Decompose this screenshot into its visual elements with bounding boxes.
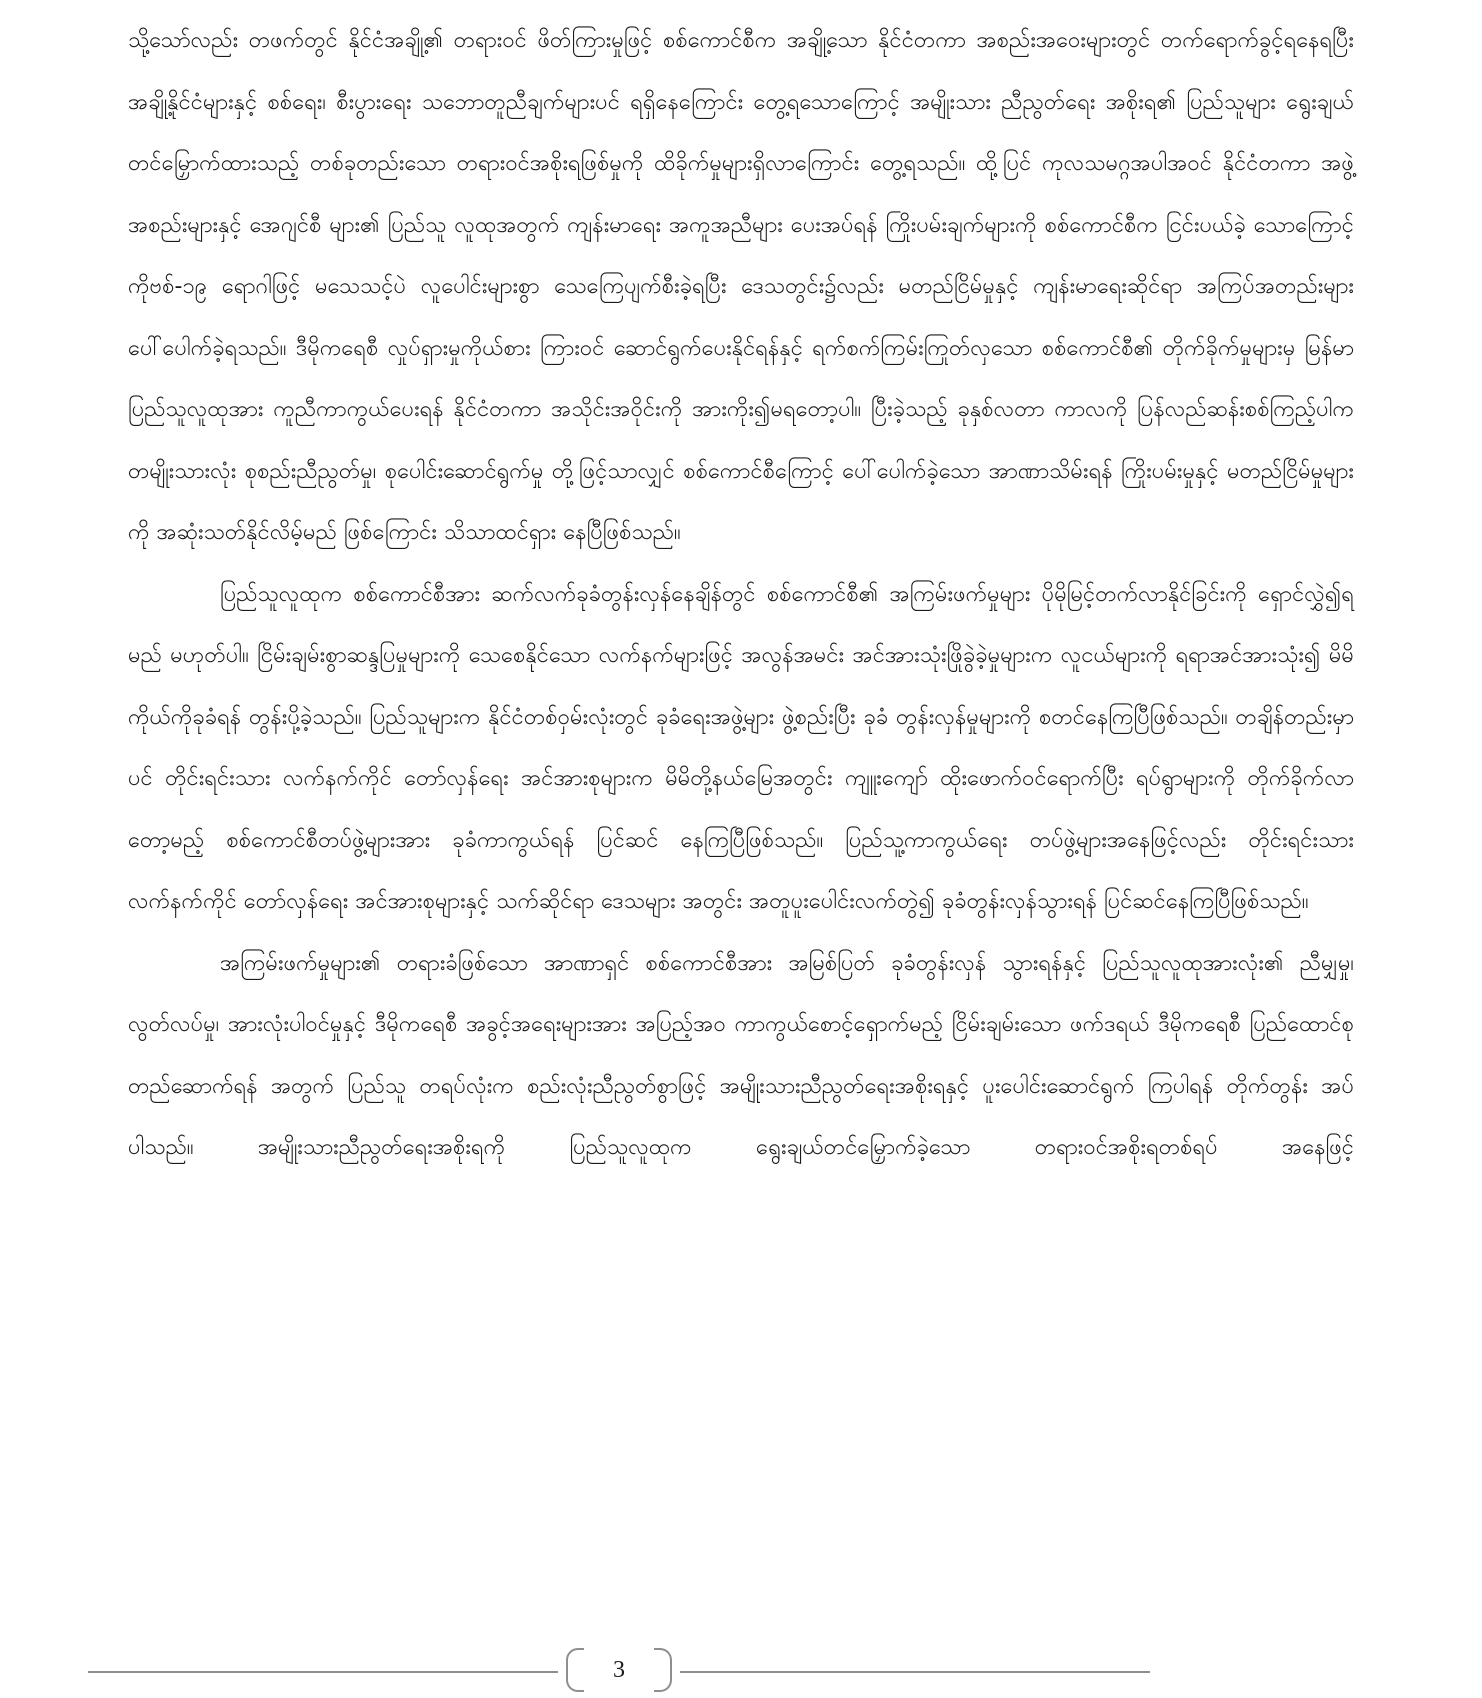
close-brace-icon [654, 1648, 672, 1692]
open-brace-icon [566, 1648, 584, 1692]
page-footer [88, 1648, 1150, 1694]
page-number: 3 [613, 1657, 625, 1683]
footer-rule-left [88, 1671, 558, 1673]
paragraph-3: အကြမ်းဖက်မှုများ၏ တရားခံဖြစ်သော အာဏာရှင် စစ်ကောင်စီအား အမြစ်ပြတ် ခုခံတွန်းလှန် သွားရန်နှင့် ပြည်သူလူထုအားလုံး၏ ညီမျှမှု၊ လွတ်လပ်မှု၊ အားလုံးပါဝင်မှုနှင့် ဒီမိုကရေစီ အခွင့်အရေးများအား အပြည့်အဝ ကာကွယ်စောင့်ရှောက်မည့် ငြိမ်းချမ်းသော ဖက်ဒရယ် ဒီမိုကရေစီ ပြည်ထောင်စု တည်ဆောက်ရန် အတွက် ပြည်သူ တရပ်လုံးက စည်းလုံးညီညွတ်စွာဖြင့် အမျိုးသားညီညွတ်ရေးအစိုးရနှင့် ပူးပေါင်းဆောင်ရွက် ကြပါရန် တိုက်တွန်း အပ်ပါသည်။ အမျိုးသားညီညွတ်ရေးအစိုးရကို ပြည်သူလူထုက ရွေးချယ်တင်မြှောက်ခဲ့သော တရားဝင်အစိုးရတစ်ရပ် အနေဖြင့် [128, 950, 1354, 1160]
document-page [128, 0, 1354, 1698]
body-text [128, 10, 1354, 1179]
paragraph-1: သို့သော်လည်း တဖက်တွင် နိုင်ငံအချို့၏ တရားဝင် ဖိတ်ကြားမှုဖြင့် စစ်ကောင်စီက အချို့သော နိုင်ငံတကာ အစည်းအဝေးများတွင် တက်ရောက်ခွင့်ရနေရပြီး အချို့နိုင်ငံများနှင့် စစ်ရေး၊ စီးပွားရေး သဘောတူညီချက်များပင် ရရှိနေကြောင်း တွေ့ရသောကြောင့် အမျိုးသား ညီညွတ်ရေး အစိုးရ၏ ပြည်သူများ ရွေးချယ်တင်မြှောက်ထားသည့် တစ်ခုတည်းသော တရားဝင်အစိုးရဖြစ်မှုကို ထိခိုက်မှုများရှိလာကြောင်း တွေ့ရသည်။ ထို့ပြင် ကုလသမဂ္ဂအပါအဝင် နိုင်ငံတကာ အဖွဲ့အစည်းများနှင့် အေဂျင်စီ များ၏ ပြည်သူ လူထုအတွက် ကျန်းမာရေး အကူအညီများ ပေးအပ်ရန် ကြိုးပမ်းချက်များကို စစ်ကောင်စီက ငြင်းပယ်ခဲ့ သောကြောင့် ကိုဗစ်-၁၉ ရောဂါဖြင့် မသေသင့်ပဲ လူပေါင်းများစွာ သေကြေပျက်စီးခဲ့ရပြီး ဒေသတွင်း၌လည်း မတည်ငြိမ်မှုနှင့် ကျန်းမာရေးဆိုင်ရာ အကြပ်အတည်းများ ပေါ်ပေါက်ခဲ့ရသည်။ ဒီမိုကရေစီ လှုပ်ရှားမှုကိုယ်စား ကြားဝင် ဆောင်ရွက်ပေးနိုင်ရန်နှင့် ရက်စက်ကြမ်းကြုတ်လှသော စစ်ကောင်စီ၏ တိုက်ခိုက်မှုများမှ မြန်မာပြည်သူလူထုအား ကူညီကာကွယ်ပေးရန် နိုင်ငံတကာ အသိုင်းအဝိုင်းကို အားကိုး၍မရတော့ပါ။ ပြီးခဲ့သည့် ခုနှစ်လတာ ကာလကို ပြန်လည်ဆန်းစစ်ကြည့်ပါက တမျိုးသားလုံး စုစည်းညီညွတ်မှု၊ စုပေါင်းဆောင်ရွက်မှု တို့ဖြင့်သာလျှင် စစ်ကောင်စီကြောင့် ပေါ်ပေါက်ခဲ့သော အာဏာသိမ်းရန် ကြိုးပမ်းမှုနှင့် မတည်ငြိမ်မှုများကို အဆုံးသတ်နိုင်လိမ့်မည် ဖြစ်ကြောင်း သိသာထင်ရှား နေပြီဖြစ်သည်။ [128, 28, 1354, 545]
footer-rule-right [680, 1671, 1150, 1673]
paragraph-2: ပြည်သူလူထုက စစ်ကောင်စီအား ဆက်လက်ခုခံတွန်းလှန်နေချိန်တွင် စစ်ကောင်စီ၏ အကြမ်းဖက်မှုများ ပိုမိုမြင့်တက်လာနိုင်ခြင်းကို ရှောင်လွှဲ၍ရမည် မဟုတ်ပါ။ ငြိမ်းချမ်းစွာဆန္ဒပြမှုများကို သေစေနိုင်သော လက်နက်များဖြင့် အလွန်အမင်း အင်အားသုံးဖြိုခွဲခဲ့မှုများက လူငယ်များကို ရရာအင်အားသုံး၍ မိမိကိုယ်ကိုခုခံရန် တွန်းပို့ခဲ့သည်။ ပြည်သူများက နိုင်ငံတစ်ဝှမ်းလုံးတွင် ခုခံရေးအဖွဲ့များ ဖွဲ့စည်းပြီး ခုခံ တွန်းလှန်မှုများကို စတင်နေကြပြီဖြစ်သည်။ တချိန်တည်းမှာပင် တိုင်းရင်းသား လက်နက်ကိုင် တော်လှန်ရေး အင်အားစုများက မိမိတို့နယ်မြေအတွင်း ကျူးကျော် ထိုးဖောက်ဝင်ရောက်ပြီး ရပ်ရွာများကို တိုက်ခိုက်လာ တော့မည့် စစ်ကောင်စီတပ်ဖွဲ့များအား ခုခံကာကွယ်ရန် ပြင်ဆင် နေကြပြီဖြစ်သည်။ ပြည်သူ့ကာကွယ်ရေး တပ်ဖွဲ့များအနေဖြင့်လည်း တိုင်းရင်းသားလက်နက်ကိုင် တော်လှန်ရေး အင်အားစုများနှင့် သက်ဆိုင်ရာ ဒေသများ အတွင်း အတူပူးပေါင်းလက်တွဲ၍ ခုခံတွန်းလှန်သွားရန် ပြင်ဆင်နေကြပြီဖြစ်သည်။ [128, 581, 1354, 914]
page-number-badge [566, 1648, 672, 1694]
